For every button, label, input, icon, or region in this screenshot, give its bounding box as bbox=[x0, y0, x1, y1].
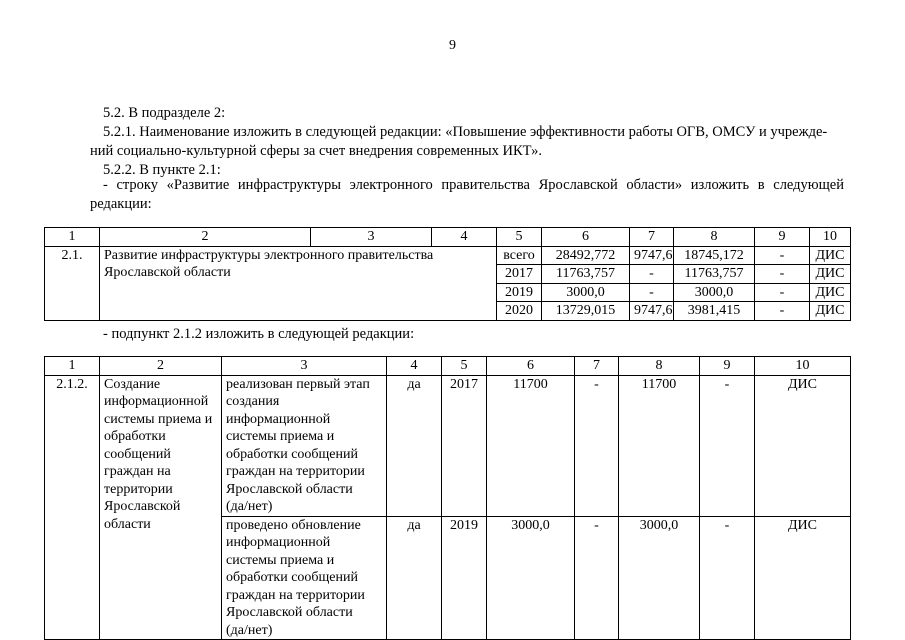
table-row bbox=[45, 375, 851, 516]
value-cell: 13729,015 bbox=[542, 302, 630, 321]
value-cell: 9747,6 bbox=[630, 246, 674, 265]
period-cell: всего bbox=[497, 246, 542, 265]
value-cell: ДИС bbox=[810, 246, 851, 265]
value-cell: 11700 bbox=[619, 375, 700, 516]
value-cell: - bbox=[575, 375, 619, 516]
header-cell: 7 bbox=[630, 228, 674, 247]
value-cell: - bbox=[755, 302, 810, 321]
value-cell: 3000,0 bbox=[487, 516, 575, 640]
value-cell: 3000,0 bbox=[674, 283, 755, 302]
header-cell-merged bbox=[100, 228, 497, 247]
header-cell: 1 bbox=[45, 228, 100, 247]
row-code: 2.1.2. bbox=[45, 375, 100, 640]
row-code: 2.1. bbox=[45, 246, 100, 320]
header-cell: 2 bbox=[100, 357, 222, 376]
period-cell: 2019 bbox=[497, 283, 542, 302]
paragraph-5-2: 5.2. В подразделе 2: bbox=[103, 105, 226, 121]
value-cell: ДИС bbox=[810, 302, 851, 321]
value-cell: 3000,0 bbox=[619, 516, 700, 640]
value-cell: ДИС bbox=[755, 375, 851, 516]
header-cell: 9 bbox=[755, 228, 810, 247]
header-cell: 3 bbox=[311, 228, 432, 246]
row-name: Создание информационной системы приема и обработки сообщений граждан на территории Ярославской области bbox=[100, 375, 222, 640]
value-cell: ДИС bbox=[810, 265, 851, 284]
value-cell: ДИС bbox=[755, 516, 851, 640]
value-cell: да bbox=[387, 516, 442, 640]
value-cell: - bbox=[700, 516, 755, 640]
header-cell: 9 bbox=[700, 357, 755, 376]
table-header-row bbox=[45, 357, 851, 376]
period-cell: 2017 bbox=[497, 265, 542, 284]
header-cell: 5 bbox=[497, 228, 542, 247]
indicator-cell: реализован первый этап создания информационной системы приема и обработки сообщений граждан на территории Ярославской области (да/нет) bbox=[222, 375, 387, 516]
indicator-cell: проведено обновление информационной системы приема и обработки сообщений граждан на территории Ярославской области (да/нет) bbox=[222, 516, 387, 640]
header-cell: 4 bbox=[460, 229, 468, 244]
value-cell: - bbox=[755, 283, 810, 302]
paragraph-5-2-2: 5.2.2. В пункте 2.1: bbox=[103, 162, 221, 178]
value-cell: 9747,6 bbox=[630, 302, 674, 321]
row-name: Развитие инфраструктуры электронного правительства Ярославской области bbox=[100, 246, 497, 320]
header-cell: 8 bbox=[619, 357, 700, 376]
header-cell: 7 bbox=[575, 357, 619, 376]
value-cell: 2019 bbox=[442, 516, 487, 640]
header-cell: 4 bbox=[387, 357, 442, 376]
value-cell: 11763,757 bbox=[542, 265, 630, 284]
value-cell: - bbox=[630, 265, 674, 284]
value-cell: 28492,772 bbox=[542, 246, 630, 265]
paragraph-row-instruction: - строку «Развитие инфраструктуры электронного правительства Ярославской области» изложить в следующей редакции: bbox=[90, 177, 844, 212]
value-cell: - bbox=[630, 283, 674, 302]
paragraph-subitem-instruction: - подпункт 2.1.2 изложить в следующей редакции: bbox=[103, 326, 415, 342]
header-cell: 6 bbox=[487, 357, 575, 376]
paragraph-5-2-1-line1: 5.2.1. Наименование изложить в следующей редакции: «Повышение эффективности работы ОГВ, ОМСУ и учрежде- bbox=[103, 124, 828, 140]
header-cell: 1 bbox=[45, 357, 100, 376]
value-cell: 3981,415 bbox=[674, 302, 755, 321]
header-cell: 8 bbox=[674, 228, 755, 247]
header-cell: 5 bbox=[442, 357, 487, 376]
header-cell: 6 bbox=[542, 228, 630, 247]
table-row bbox=[45, 246, 851, 265]
table-infrastructure bbox=[44, 227, 851, 321]
header-cell: 3 bbox=[222, 357, 387, 376]
page-number: 9 bbox=[449, 38, 456, 53]
value-cell: 11763,757 bbox=[674, 265, 755, 284]
table-subitem-2-1-2 bbox=[44, 356, 851, 640]
header-cell: 10 bbox=[810, 228, 851, 247]
table-header-row bbox=[45, 228, 851, 247]
paragraph-5-2-1-line2: ний социально-культурной сферы за счет внедрения современных ИКТ». bbox=[90, 143, 543, 159]
value-cell: 18745,172 bbox=[674, 246, 755, 265]
header-cell: 2 bbox=[100, 228, 311, 246]
value-cell: - bbox=[755, 246, 810, 265]
value-cell: 11700 bbox=[487, 375, 575, 516]
value-cell: - bbox=[700, 375, 755, 516]
value-cell: 2017 bbox=[442, 375, 487, 516]
value-cell: - bbox=[755, 265, 810, 284]
value-cell: да bbox=[387, 375, 442, 516]
value-cell: - bbox=[575, 516, 619, 640]
header-cell: 10 bbox=[755, 357, 851, 376]
value-cell: 3000,0 bbox=[542, 283, 630, 302]
value-cell: ДИС bbox=[810, 283, 851, 302]
period-cell: 2020 bbox=[497, 302, 542, 321]
